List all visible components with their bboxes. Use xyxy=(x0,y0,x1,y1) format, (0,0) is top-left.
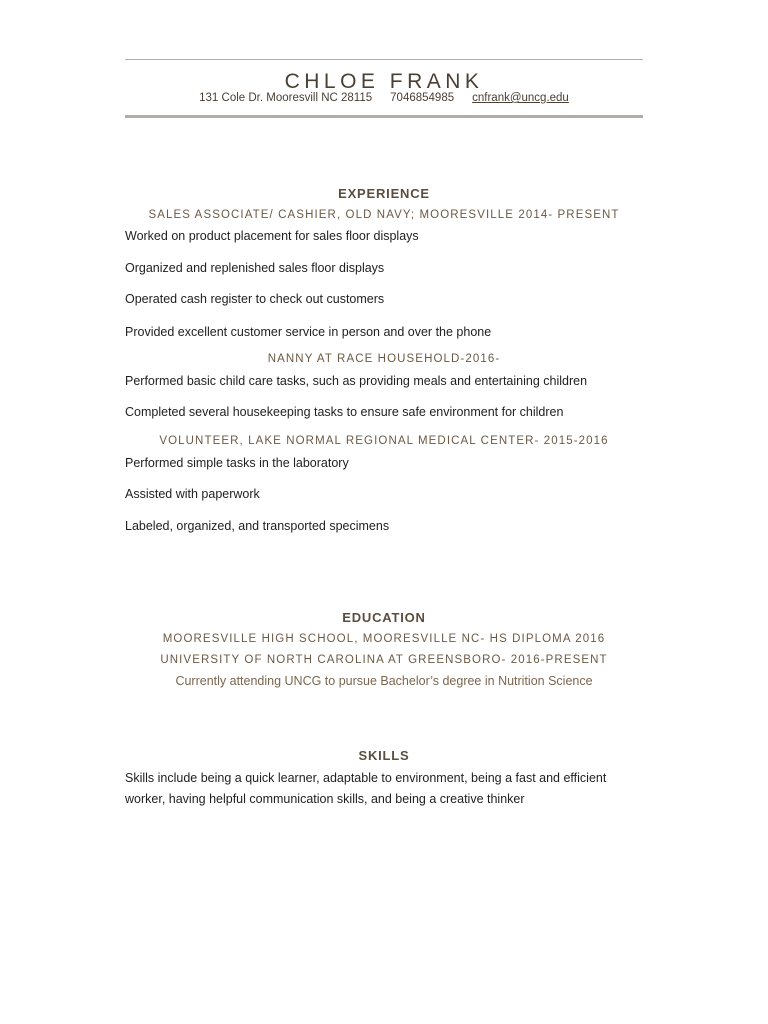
experience-heading: EXPERIENCE xyxy=(338,186,430,201)
education-entry: MOORESVILLE HIGH SCHOOL, MOORESVILLE NC- HS DIPLOMA 2016 xyxy=(162,633,606,645)
education-entry: UNIVERSITY OF NORTH CAROLINA AT GREENSBORO- 2016-PRESENT xyxy=(160,654,608,666)
contact-address: 131 Cole Dr. Mooresvill NC 28115 xyxy=(199,92,373,104)
job-duty: Provided excellent customer service in person and over the phone xyxy=(125,325,492,339)
job-title: VOLUNTEER, LAKE NORMAL REGIONAL MEDICAL CENTER- 2015-2016 xyxy=(159,435,609,447)
job-duty: Operated cash register to check out customers xyxy=(125,292,385,306)
applicant-name: CHLOE FRANK xyxy=(284,70,484,93)
contact-phone: 7046854985 xyxy=(390,92,455,104)
job-duty: Worked on product placement for sales floor displays xyxy=(125,229,419,243)
job-duty: Assisted with paperwork xyxy=(125,487,260,501)
skills-text: Skills include being a quick learner, adaptable to environment, being a fast and efficient worker, having helpful communication skills, and being a creative thinker xyxy=(125,771,607,806)
job-title: SALES ASSOCIATE/ CASHIER, OLD NAVY; MOORESVILLE 2014- PRESENT xyxy=(148,209,620,221)
education-heading: EDUCATION xyxy=(342,610,426,625)
header-top-rule xyxy=(125,59,643,60)
header-bottom-rule xyxy=(125,115,643,118)
job-duty: Performed basic child care tasks, such as providing meals and entertaining children xyxy=(125,374,588,388)
job-duty: Labeled, organized, and transported specimens xyxy=(125,519,390,533)
job-duty: Organized and replenished sales floor displays xyxy=(125,261,385,275)
skills-heading: SKILLS xyxy=(358,748,410,763)
education-note: Currently attending UNCG to pursue Bachelor’s degree in Nutrition Science xyxy=(175,674,593,688)
job-duty: Completed several housekeeping tasks to ensure safe environment for children xyxy=(125,405,564,419)
contact-line xyxy=(125,91,643,105)
job-duty: Performed simple tasks in the laboratory xyxy=(125,456,349,470)
job-title: NANNY AT RACE HOUSEHOLD-2016- xyxy=(267,353,501,365)
contact-email-link[interactable]: cnfrank@uncg.edu xyxy=(472,92,569,104)
